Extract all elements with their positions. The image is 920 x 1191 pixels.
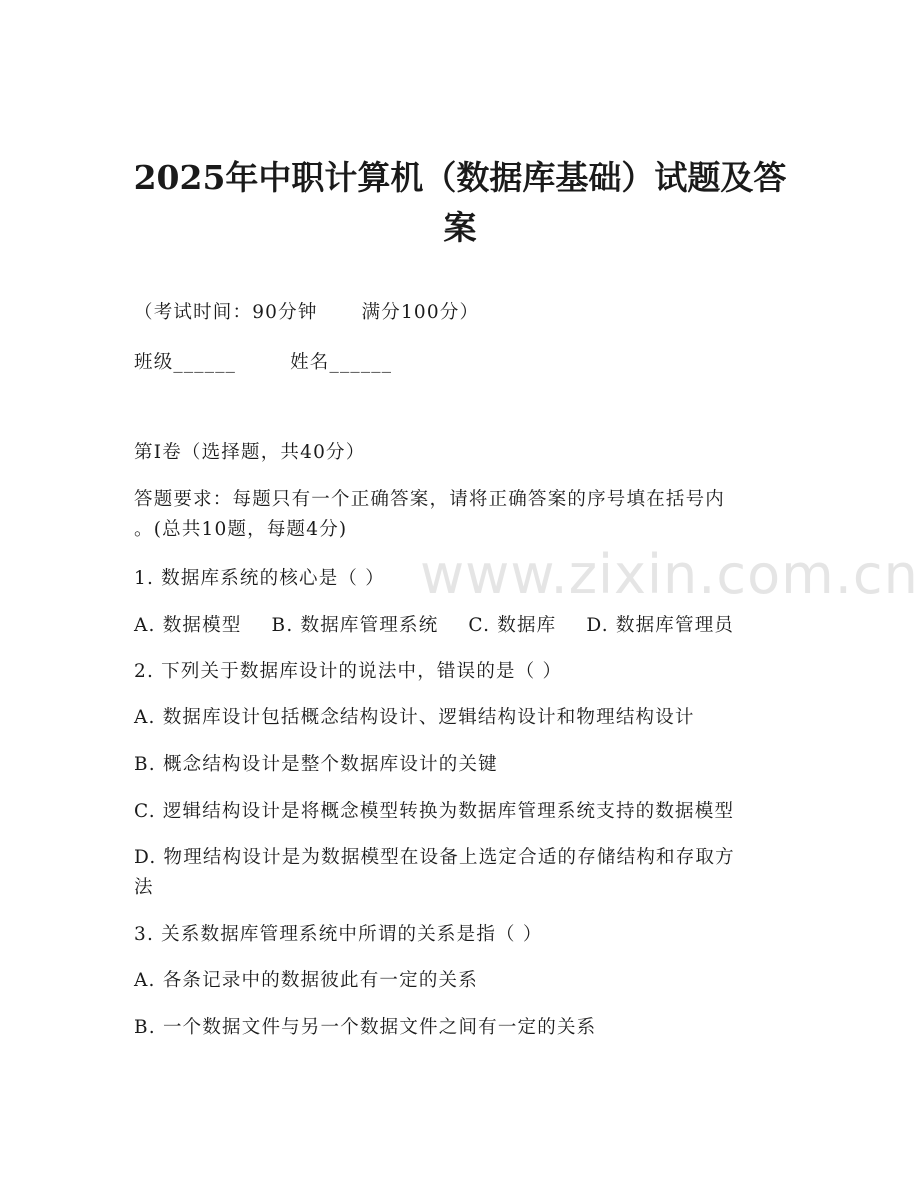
question-3-stem: 3. 关系数据库管理系统中所谓的关系是指（ ） [134,924,543,945]
class-label: 班级______ [134,352,237,373]
question-1-option-d: D. 数据库管理员 [586,615,735,636]
question-1-options [134,613,734,639]
exam-score: 满分100分） [361,302,480,323]
document-title-line1: 2025年中职计算机（数据库基础）试题及答 [133,158,787,197]
question-2-option-d: D. 物理结构设计是为数据模型在设备上选定合适的存储结构和存取方 [134,847,735,868]
question-1-stem: 1. 数据库系统的核心是（ ） [134,568,385,589]
instructions-line2: 。(总共10题，每题4分) [134,519,348,540]
exam-time: （考试时间：90分钟 [134,302,318,323]
section-title: 第I卷（选择题，共40分） [134,442,366,463]
question-2-option-d-cont: 法 [134,877,154,898]
question-1-option-b: B. 数据库管理系统 [271,615,439,636]
document-title-line2: 案 [443,208,477,247]
question-1-option-c: C. 数据库 [468,615,557,636]
question-2-option-c: C. 逻辑结构设计是将概念模型转换为数据库管理系统支持的数据模型 [134,801,735,822]
question-2-option-b: B. 概念结构设计是整个数据库设计的关键 [134,754,498,775]
question-2-stem: 2. 下列关于数据库设计的说法中，错误的是（ ） [134,661,563,682]
name-label: 姓名______ [290,352,393,373]
watermark: www.zixin.com.cn [420,543,919,606]
exam-info [134,300,479,326]
question-3-option-b: B. 一个数据文件与另一个数据文件之间有一定的关系 [134,1017,597,1038]
question-2-option-a: A. 数据库设计包括概念结构设计、逻辑结构设计和物理结构设计 [134,707,695,728]
student-info [134,350,392,376]
question-3-option-a: A. 各条记录中的数据彼此有一定的关系 [134,970,478,991]
question-1-option-a: A. 数据模型 [134,615,242,636]
instructions-line1: 答题要求：每题只有一个正确答案，请将正确答案的序号填在括号内 [134,489,726,510]
